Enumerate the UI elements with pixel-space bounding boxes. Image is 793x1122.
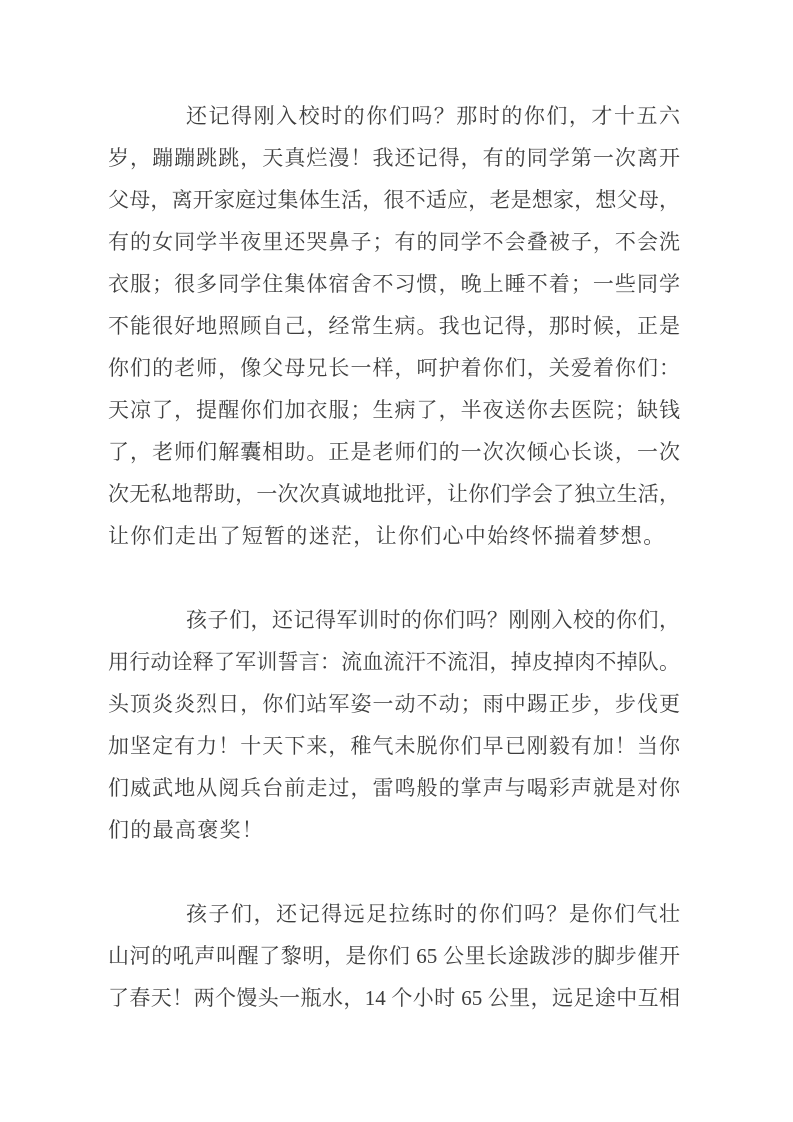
text-line: 父母，离开家庭过集体生活，很不适应，老是想家，想父母， — [108, 188, 680, 212]
text-line: 头顶炎炎烈日，你们站军姿一动不动；雨中踢正步，步伐更 — [108, 692, 680, 716]
text-line: 岁，蹦蹦跳跳，天真烂漫！我还记得，有的同学第一次离开 — [108, 146, 680, 170]
paragraph — [108, 599, 680, 851]
text-line: 孩子们，还记得军训时的你们吗？刚刚入校的你们， — [186, 608, 680, 632]
text-line: 们威武地从阅兵台前走过，雷鸣般的掌声与喝彩声就是对你 — [108, 776, 680, 800]
text-line: 次无私地帮助，一次次真诚地批评，让你们学会了独立生活， — [108, 482, 680, 506]
text-line: 用行动诠释了军训誓言：流血流汗不流泪，掉皮掉肉不掉队。 — [108, 650, 680, 674]
text-line: 让你们走出了短暂的迷茫，让你们心中始终怀揣着梦想。 — [108, 524, 666, 548]
text-line: 不能很好地照顾自己，经常生病。我也记得，那时候，正是 — [108, 314, 680, 338]
text-line: 加坚定有力！十天下来，稚气未脱你们早已刚毅有加！当你 — [108, 734, 680, 758]
text-line: 们的最高褒奖！ — [108, 818, 265, 842]
text-line: 孩子们，还记得远足拉练时的你们吗？是你们气壮 — [186, 902, 680, 926]
paragraph — [108, 893, 680, 1019]
text-line: 了，老师们解囊相助。正是老师们的一次次倾心长谈，一次 — [108, 440, 680, 464]
text-line: 天凉了，提醒你们加衣服；生病了，半夜送你去医院；缺钱 — [108, 398, 680, 422]
text-line: 了春天！两个馒头一瓶水，14 个小时 65 公里，远足途中互相 — [108, 986, 680, 1010]
text-line: 你们的老师，像父母兄长一样，呵护着你们，关爱着你们： — [108, 356, 680, 380]
paragraph — [108, 95, 680, 557]
text-line: 山河的吼声叫醒了黎明，是你们 65 公里长途跋涉的脚步催开 — [108, 944, 680, 968]
text-line: 有的女同学半夜里还哭鼻子；有的同学不会叠被子，不会洗 — [108, 230, 680, 254]
text-line: 衣服；很多同学住集体宿舍不习惯，晚上睡不着；一些同学 — [108, 272, 680, 296]
text-line: 还记得刚入校时的你们吗？那时的你们，才十五六 — [186, 104, 680, 128]
document-body — [108, 95, 680, 1019]
